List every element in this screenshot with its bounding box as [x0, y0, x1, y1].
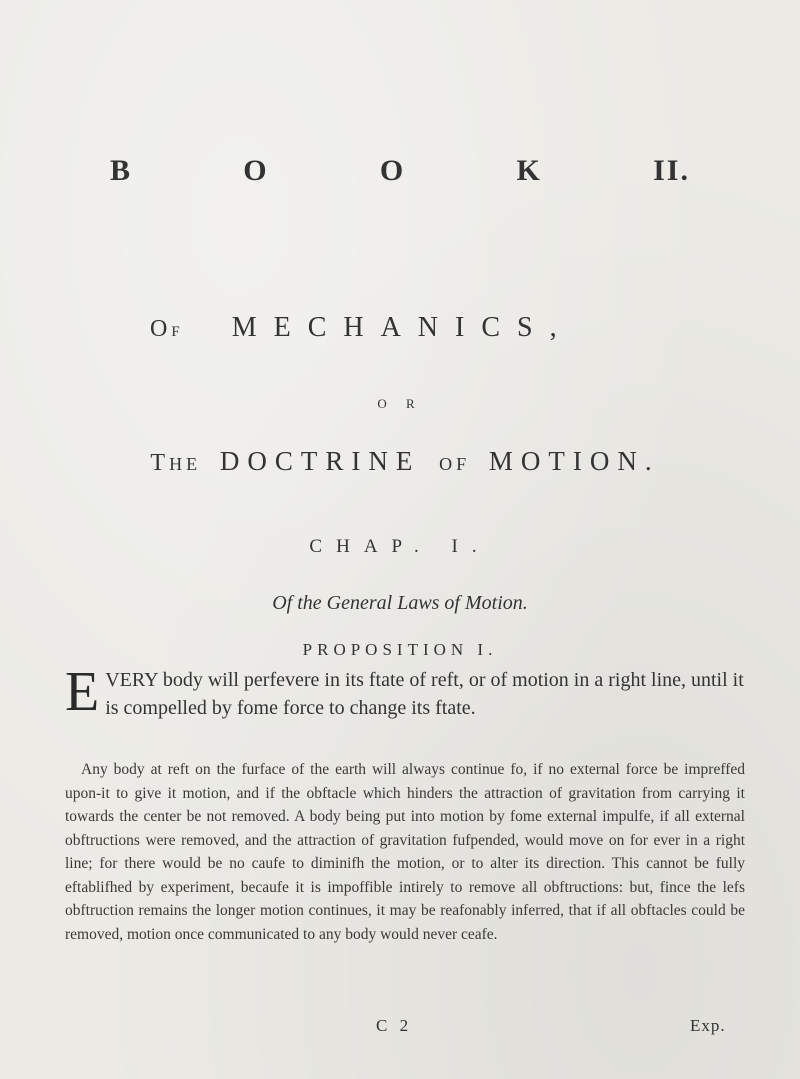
- chapter-label: CHAP. I.: [309, 536, 491, 557]
- signature-mark: C 2: [376, 1016, 413, 1035]
- subject-heading: [150, 312, 690, 344]
- body-paragraph: Any body at reft on the furface of the earth will always continue fo, if no external force be impreffed upon-it to give it motion, and if the obftacle which hinders the attraction of gravitation from carrying it towards the center be not removed. A body being put into motion by fome external impulfe, if all external obftructions were removed, and the attraction of gravitation fufpended, would move on for ever in a right line; for there would be no caufe to diminifh the motion, or to alter its direction. This cannot be fully eftablifhed by experiment, becaufe it is impoffible intirely to remove all obftructions: but, fince the lefs obftruction remains the longer motion continues, it may be reafonably inferred, that if all obftacles could be removed, motion once communicated to any body would never ceafe.: [65, 761, 745, 943]
- book-letter: B: [110, 154, 133, 187]
- the-word: THE: [150, 450, 202, 476]
- book-numeral: II.: [653, 154, 690, 187]
- doctrine-word: DOCTRINE: [219, 446, 421, 476]
- of-word: OF: [150, 316, 184, 342]
- book-letter: K: [516, 154, 542, 187]
- book-letter: O: [243, 154, 269, 187]
- chapter-subtitle: Of the General Laws of Motion.: [272, 592, 528, 614]
- drop-cap: E: [65, 661, 100, 723]
- proposition-label: PROPOSITION I.: [302, 640, 498, 659]
- catchword: Exp.: [690, 1016, 726, 1035]
- proposition-text: VERY body will perfevere in its ftate of reft, or of motion in a right line, until it is compelled by fome force to change its ftate.: [105, 669, 744, 719]
- proposition-statement: [65, 661, 745, 723]
- book-letter: O: [379, 154, 406, 187]
- motion-word: MOTION.: [488, 446, 660, 476]
- mechanics-word: MECHANICS,: [231, 312, 574, 343]
- doctrine-heading: [0, 446, 800, 477]
- of-word-small: OF: [439, 454, 471, 474]
- book-number-heading: [110, 154, 690, 188]
- or-divider: O R: [377, 396, 423, 411]
